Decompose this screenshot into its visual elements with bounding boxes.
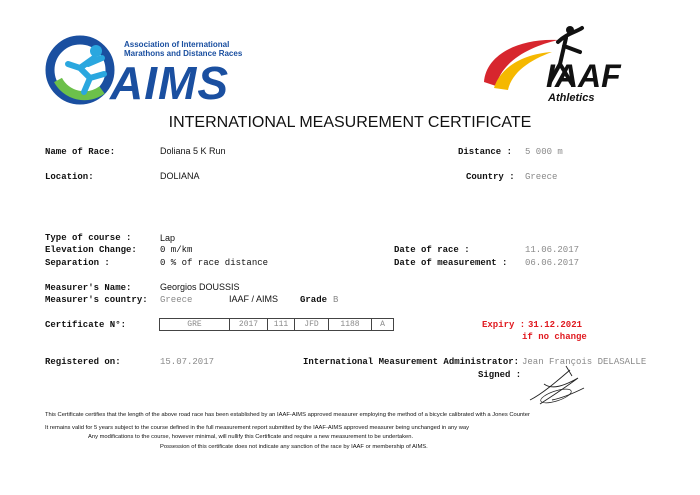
measurement-date-value: 06.06.2017 (525, 258, 580, 268)
measurer-name-label: Measurer's Name: (45, 283, 132, 293)
expiry-note: if no change (522, 332, 587, 342)
expiry-label: Expiry : (482, 320, 526, 330)
aims-logo (44, 34, 244, 109)
separation-value: 0 % of race distance (160, 258, 269, 268)
separation-label: Separation : (45, 258, 110, 268)
admin-label: International Measurement Administrator: (303, 357, 520, 367)
distance-label: Distance : (458, 147, 513, 157)
measurer-name-value: Georgios DOUSSIS (160, 282, 240, 292)
iaaf-logo (480, 24, 660, 108)
country-label: Country : (466, 172, 515, 182)
course-type-value: Lap (160, 233, 176, 243)
cert-part-country: GRE (160, 319, 230, 330)
race-date-value: 11.06.2017 (525, 245, 580, 255)
location-value: DOLIANA (160, 171, 200, 181)
measurer-org-value: IAAF / AIMS (229, 294, 279, 304)
aims-org-line2: Marathons and Distance Races (124, 49, 243, 58)
registered-label: Registered on: (45, 357, 121, 367)
cert-part-measurer: JFD (295, 319, 329, 330)
certificate-title: INTERNATIONAL MEASUREMENT CERTIFICATE (168, 114, 532, 131)
cert-part-year: 2017 (230, 319, 268, 330)
distance-value: 5 000 m (525, 147, 563, 157)
cert-part-number: 1188 (329, 319, 372, 330)
expiry-value: 31.12.2021 (528, 320, 583, 330)
location-label: Location: (45, 172, 94, 182)
cert-part-grade: A (372, 319, 394, 330)
iaaf-subtitle: Athletics (548, 92, 595, 104)
race-name-value: Doliana 5 K Run (160, 146, 226, 156)
iaaf-wordmark: IAAF (546, 58, 621, 94)
elevation-label: Elevation Change: (45, 245, 137, 255)
elevation-value: 0 m/km (160, 245, 193, 255)
signed-label: Signed : (478, 370, 522, 380)
grade-value: B (333, 295, 339, 305)
footer-line-3: Any modifications to the course, however minimal, will nullify this Certificate and require a new measurement to be undertaken. (88, 434, 414, 440)
registered-value: 15.07.2017 (160, 357, 215, 367)
grade-label: Grade (300, 295, 328, 305)
footer-line-2: It remains valid for 5 years subject to the course defined in the full measurement report submitted by the IAAF-AIMS approved measurer being unchanged in any way (45, 425, 470, 431)
measurer-country-label: Measurer's country: (45, 295, 148, 305)
cert-part-seq: 111 (268, 319, 295, 330)
aims-org-line1: Association of International (124, 40, 230, 49)
race-name-label: Name of Race: (45, 147, 116, 157)
admin-value: Jean François DELASALLE (522, 357, 647, 367)
course-type-label: Type of course : (45, 233, 132, 243)
country-value: Greece (525, 172, 558, 182)
footer-line-1: This Certificate certifies that the length of the above road race has been established by an IAAF-AIMS approved measurer employing the method of a bicycle calibrated with a Jones Counter (45, 412, 530, 418)
race-date-label: Date of race : (394, 245, 470, 255)
footer-line-4: Possession of this certificate does not indicate any sanction of the race by IAAF or membership of AIMS. (160, 444, 428, 450)
measurement-date-label: Date of measurement : (394, 258, 508, 268)
measurer-country-value: Greece (160, 295, 193, 305)
certificate-number-label: Certificate N°: (45, 320, 127, 330)
certificate-number-boxes (159, 318, 394, 331)
signature-icon (522, 360, 592, 408)
aims-wordmark: AIMS (110, 57, 229, 109)
